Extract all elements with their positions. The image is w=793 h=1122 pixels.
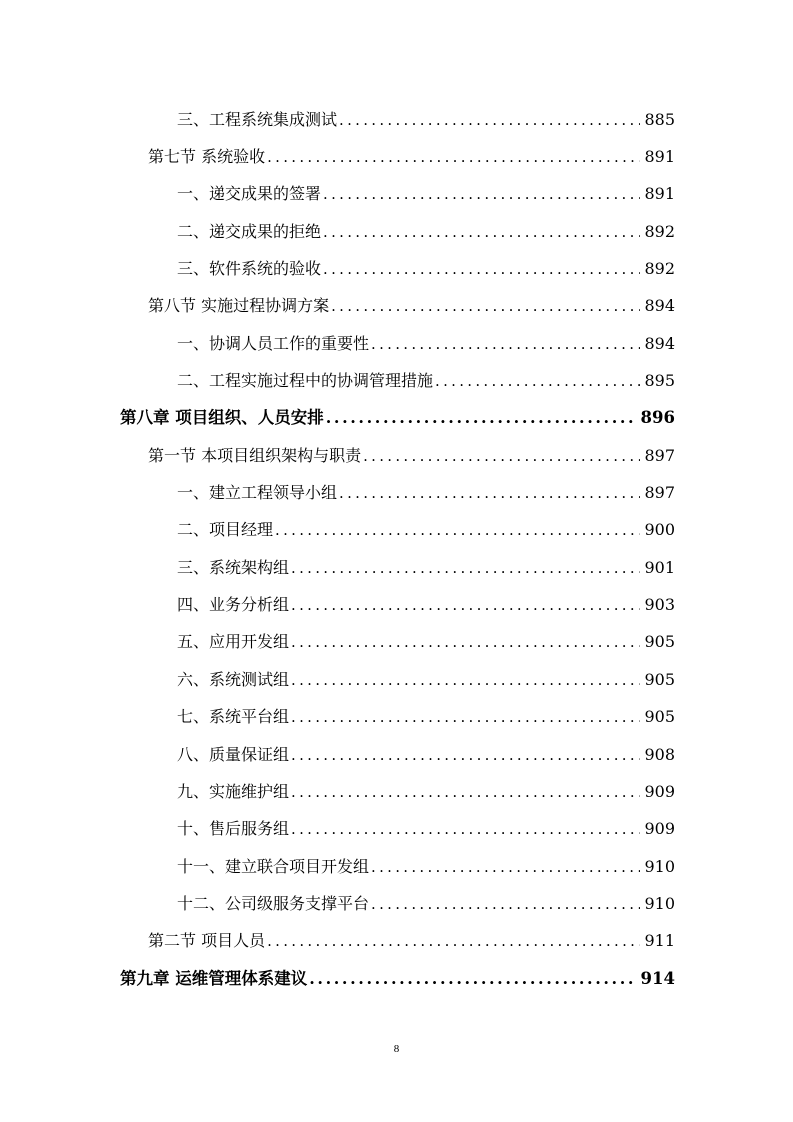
- toc-entry-page: 905: [644, 632, 675, 652]
- toc-entry-title: 第八节 实施过程协调方案: [148, 296, 330, 316]
- toc-entry-title: 七、系统平台组: [177, 707, 290, 727]
- toc-dot-leader: [291, 558, 640, 578]
- toc-dot-leader: [323, 222, 640, 242]
- toc-entry-page: 892: [644, 221, 675, 241]
- toc-entry-page: 910: [644, 893, 675, 913]
- toc-entry-page: 903: [644, 595, 675, 615]
- toc-dot-leader: [323, 184, 640, 204]
- toc-entry[interactable]: [0, 138, 793, 175]
- toc-entry-page: 891: [644, 184, 675, 204]
- toc-entry[interactable]: [0, 325, 793, 362]
- toc-entry[interactable]: [0, 362, 793, 399]
- toc-entry[interactable]: [0, 811, 793, 848]
- toc-entry[interactable]: [0, 549, 793, 586]
- toc-entry-title: 十一、建立联合项目开发组: [177, 856, 370, 876]
- toc-dot-leader: [323, 259, 640, 279]
- toc-chapter-entry[interactable]: [0, 960, 793, 997]
- toc-entry-page: 891: [644, 147, 675, 167]
- toc-entry-title: 三、系统架构组: [177, 557, 290, 577]
- toc-entry-title: 八、质量保证组: [177, 744, 290, 764]
- page-number: 8: [393, 1043, 400, 1055]
- toc-entry[interactable]: [0, 586, 793, 623]
- toc-entry[interactable]: [0, 512, 793, 549]
- toc-entry[interactable]: [0, 736, 793, 773]
- table-of-contents: [0, 101, 793, 997]
- toc-entry-title: 五、应用开发组: [177, 632, 290, 652]
- toc-entry-title: 十、售后服务组: [177, 819, 290, 839]
- toc-entry[interactable]: [0, 699, 793, 736]
- toc-dot-leader: [291, 595, 640, 615]
- toc-dot-leader: [435, 371, 640, 391]
- toc-entry-page: 914: [640, 968, 675, 988]
- toc-entry-page: 894: [644, 333, 675, 353]
- toc-entry-page: 901: [644, 557, 675, 577]
- toc-dot-leader: [326, 408, 637, 428]
- toc-entry-title: 三、工程系统集成测试: [177, 109, 338, 129]
- toc-dot-leader: [291, 632, 640, 652]
- toc-dot-leader: [291, 782, 640, 802]
- toc-entry[interactable]: [0, 624, 793, 661]
- toc-entry[interactable]: [0, 213, 793, 250]
- toc-entry-title: 第七节 系统验收: [148, 147, 266, 167]
- toc-entry-title: 第八章 项目组织、人员安排: [120, 408, 324, 428]
- toc-entry-page: 911: [644, 931, 675, 951]
- toc-entry-title: 一、递交成果的签署: [177, 184, 322, 204]
- toc-dot-leader: [339, 483, 640, 503]
- toc-entry-page: 892: [644, 259, 675, 279]
- toc-entry-page: 909: [644, 781, 675, 801]
- toc-entry-page: 905: [644, 707, 675, 727]
- toc-dot-leader: [331, 296, 640, 316]
- toc-entry[interactable]: [0, 885, 793, 922]
- toc-entry-title: 二、项目经理: [177, 520, 274, 540]
- toc-entry[interactable]: [0, 288, 793, 325]
- toc-entry-page: 895: [644, 371, 675, 391]
- toc-entry-title: 一、协调人员工作的重要性: [177, 333, 370, 353]
- toc-entry[interactable]: [0, 101, 793, 138]
- toc-entry[interactable]: [0, 250, 793, 287]
- toc-entry-page: 885: [644, 109, 675, 129]
- toc-entry-page: 897: [644, 483, 675, 503]
- toc-entry-page: 905: [644, 669, 675, 689]
- toc-dot-leader: [291, 670, 640, 690]
- toc-dot-leader: [371, 334, 640, 354]
- toc-entry-title: 一、建立工程领导小组: [177, 483, 338, 503]
- toc-dot-leader: [371, 894, 640, 914]
- toc-entry-title: 二、递交成果的拒绝: [177, 221, 322, 241]
- toc-entry-title: 六、系统测试组: [177, 669, 290, 689]
- toc-entry[interactable]: [0, 176, 793, 213]
- toc-entry-title: 十二、公司级服务支撑平台: [177, 893, 370, 913]
- toc-entry-title: 第一节 本项目组织架构与职责: [148, 445, 362, 465]
- toc-dot-leader: [309, 969, 636, 989]
- toc-entry-page: 897: [644, 445, 675, 465]
- toc-dot-leader: [291, 707, 640, 727]
- toc-entry-title: 二、工程实施过程中的协调管理措施: [177, 371, 434, 391]
- toc-entry-page: 910: [644, 856, 675, 876]
- toc-entry-title: 第九章 运维管理体系建议: [120, 968, 308, 988]
- toc-entry-title: 三、软件系统的验收: [177, 259, 322, 279]
- toc-dot-leader: [339, 110, 640, 130]
- toc-entry[interactable]: [0, 848, 793, 885]
- toc-dot-leader: [275, 520, 640, 540]
- toc-entry-page: 900: [644, 520, 675, 540]
- toc-dot-leader: [363, 446, 640, 466]
- toc-entry-page: 894: [644, 296, 675, 316]
- toc-entry-title: 四、业务分析组: [177, 595, 290, 615]
- toc-entry-page: 896: [640, 408, 675, 428]
- toc-dot-leader: [371, 857, 640, 877]
- toc-entry[interactable]: [0, 437, 793, 474]
- toc-dot-leader: [267, 931, 640, 951]
- toc-chapter-entry[interactable]: [0, 400, 793, 437]
- toc-entry[interactable]: [0, 474, 793, 511]
- toc-entry-page: 909: [644, 819, 675, 839]
- toc-dot-leader: [291, 745, 640, 765]
- toc-entry-title: 九、实施维护组: [177, 781, 290, 801]
- toc-entry-title: 第二节 项目人员: [148, 931, 266, 951]
- toc-entry[interactable]: [0, 773, 793, 810]
- toc-dot-leader: [291, 819, 640, 839]
- toc-entry[interactable]: [0, 923, 793, 960]
- toc-dot-leader: [267, 147, 640, 167]
- toc-entry[interactable]: [0, 661, 793, 698]
- toc-entry-page: 908: [644, 744, 675, 764]
